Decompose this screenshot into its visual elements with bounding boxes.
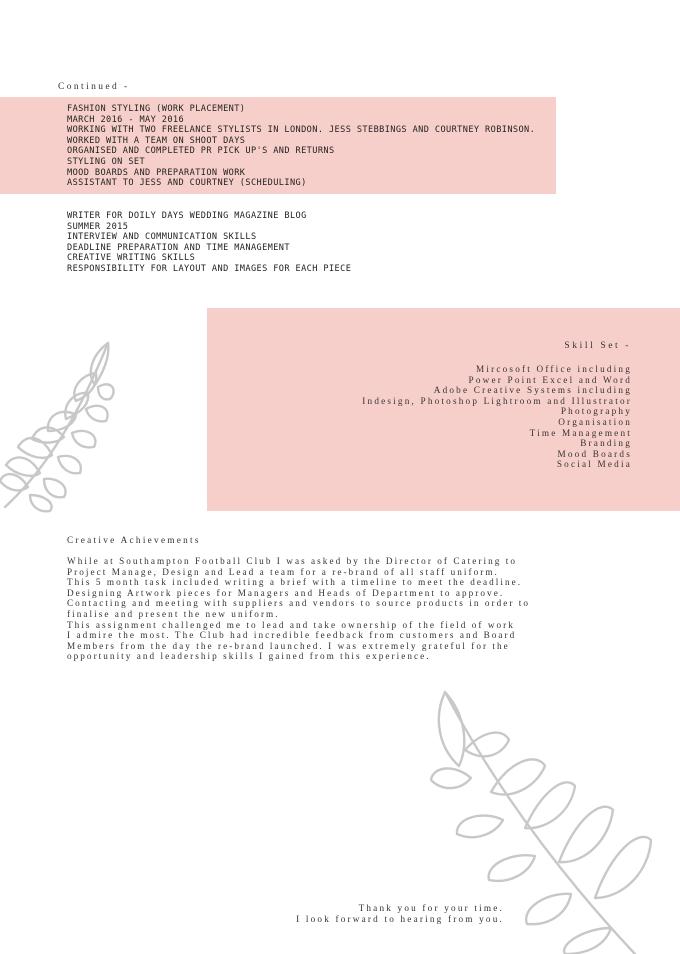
skill-item: Indesign, Photoshop Lightroom and Illustrator [362,395,632,406]
experience-list-writer [67,211,351,275]
experience-line: CREATIVE WRITING SKILLS [67,253,196,264]
skill-item: Time Management [529,427,632,438]
experience-line: WORKING WITH TWO FREELANCE STYLISTS IN LONDON. JESS STEBBINGS AND COURTNEY ROBINSON. [67,125,536,136]
skills-panel [207,308,680,511]
achievement-line: opportunity and leadership skills I gained from this experience. [67,651,431,662]
achievements-body [67,556,627,662]
experience-line: DEADLINE PREPARATION AND TIME MANAGEMENT [67,242,290,253]
experience-line: MOOD BOARDS AND PREPARATION WORK [67,167,246,178]
closing-line-1: Thank you for your time. [358,903,504,913]
experience-line: RESPONSIBILITY FOR LAYOUT AND IMAGES FOR EACH PIECE [67,263,352,274]
leaf-branch-left-icon [0,335,120,515]
skill-item: Social Media [556,459,632,470]
experience-line: SUMMER 2015 [67,221,129,232]
closing-note [296,903,504,925]
closing-line-2: I look forward to hearing from you. [296,914,504,924]
skill-item: Mircosoft Office including [475,364,632,374]
skill-item: Branding [580,438,632,449]
experience-list-fashion-styling [67,104,535,189]
achievements-title: Creative Achievements [67,535,201,545]
experience-line: INTERVIEW AND COMMUNICATION SKILLS [67,232,257,243]
achievement-line: While at Southampton Football Club I was asked by the Director of Catering to [67,556,518,566]
experience-line: MARCH 2016 - MAY 2016 [67,114,185,125]
experience-line: FASHION STYLING (WORK PLACEMENT) [67,104,246,114]
continued-heading: Continued - [58,82,130,92]
achievement-line: finalise and present the new uniform. [67,608,280,619]
experience-line: WRITER FOR DOILY DAYS WEDDING MAGAZINE BLOG [67,211,307,221]
skill-item: Photography [560,406,632,417]
experience-line: STYLING ON SET [67,156,146,167]
achievement-line: Contacting and meeting with suppliers and vendors to source products in order to [67,598,531,609]
achievement-line: This assignment challenged me to lead and take ownership of the field of work [67,619,515,630]
achievement-line: I admire the most. The Club had incredible feedback from customers and Board [67,630,517,641]
skill-item: Organisation [558,416,632,427]
experience-line: WORKED WITH A TEAM ON SHOOT DAYS [67,135,246,146]
experience-line: ASSISTANT TO JESS AND COURTNEY (SCHEDULING) [67,178,307,189]
achievement-line: This 5 month task included writing a brief with a timeline to meet the deadline. [67,577,523,588]
skills-list [362,364,632,470]
achievement-line: Designing Artwork pieces for Managers and Heads of Department to approve. [67,587,505,598]
skills-title: Skill Set - [564,341,631,351]
achievement-line: Project Manage, Design and Lead a team for a re-brand of all staff uniform. [67,566,499,577]
experience-panel-fashion-styling [0,97,556,194]
skill-item: Adobe Creative Systems including [433,385,632,396]
skill-item: Mood Boards [557,448,632,459]
experience-line: ORGANISED AND COMPLETED PR PICK UP'S AND RETURNS [67,146,335,157]
achievement-line: Members from the day the re-brand launched. I was extremely grateful for the [67,640,510,651]
skill-item: Power Point Excel and Word [468,374,632,385]
